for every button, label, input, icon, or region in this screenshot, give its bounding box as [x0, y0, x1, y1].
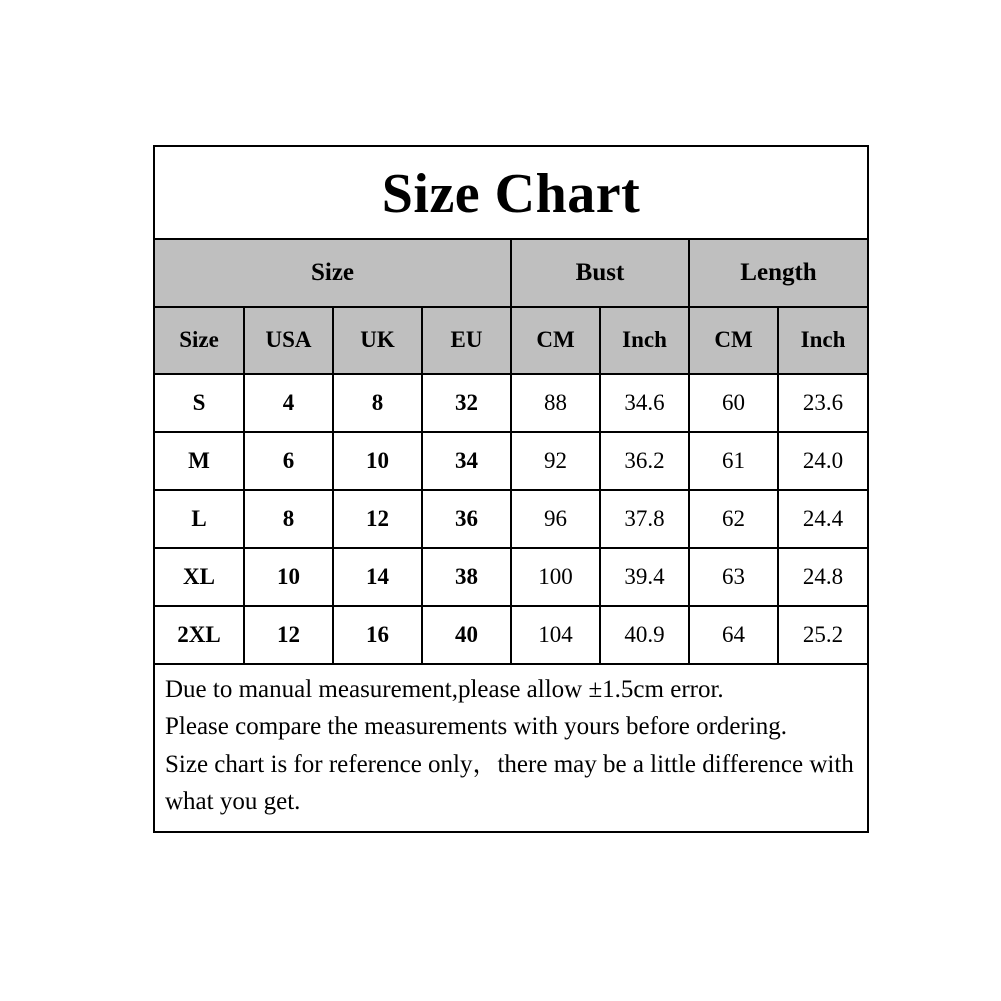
chart-notes	[155, 663, 867, 831]
column-header-length-inch: Inch	[778, 307, 867, 374]
cell-eu: 38	[422, 548, 511, 606]
table-row	[155, 490, 867, 548]
cell-bust-cm: 88	[511, 374, 600, 432]
cell-bust-cm: 100	[511, 548, 600, 606]
cell-uk: 8	[333, 374, 422, 432]
note-compare-measurements: Please compare the measurements with yours before ordering.	[165, 713, 788, 741]
cell-bust-inch: 37.8	[600, 490, 689, 548]
cell-length-cm: 61	[689, 432, 778, 490]
note-measurement-error: Due to manual measurement,please allow ±1.5cm error.	[165, 675, 724, 703]
column-header-eu: EU	[422, 307, 511, 374]
cell-bust-inch: 39.4	[600, 548, 689, 606]
column-header-bust-inch: Inch	[600, 307, 689, 374]
table-row	[155, 606, 867, 663]
cell-length-cm: 64	[689, 606, 778, 663]
cell-uk: 10	[333, 432, 422, 490]
group-header-bust: Bust	[511, 240, 689, 307]
cell-length-cm: 63	[689, 548, 778, 606]
cell-length-inch: 23.6	[778, 374, 867, 432]
cell-eu: 40	[422, 606, 511, 663]
column-header-size: Size	[155, 307, 244, 374]
cell-bust-inch: 36.2	[600, 432, 689, 490]
table-row	[155, 374, 867, 432]
cell-bust-cm: 104	[511, 606, 600, 663]
table-row	[155, 432, 867, 490]
column-header-length-cm: CM	[689, 307, 778, 374]
cell-size: S	[155, 374, 244, 432]
cell-uk: 14	[333, 548, 422, 606]
cell-usa: 4	[244, 374, 333, 432]
cell-uk: 16	[333, 606, 422, 663]
table-row	[155, 548, 867, 606]
group-header-size: Size	[155, 240, 511, 307]
cell-bust-cm: 96	[511, 490, 600, 548]
cell-bust-cm: 92	[511, 432, 600, 490]
cell-length-inch: 24.4	[778, 490, 867, 548]
cell-size: 2XL	[155, 606, 244, 663]
cell-usa: 6	[244, 432, 333, 490]
size-chart-table	[155, 240, 867, 663]
column-header-usa: USA	[244, 307, 333, 374]
cell-bust-inch: 40.9	[600, 606, 689, 663]
column-header-uk: UK	[333, 307, 422, 374]
table-group-header-row	[155, 240, 867, 307]
note-reference-only: Size chart is for reference only，there may be a little difference with what you get.	[165, 750, 854, 816]
table-column-header-row	[155, 307, 867, 374]
cell-length-inch: 25.2	[778, 606, 867, 663]
column-header-bust-cm: CM	[511, 307, 600, 374]
cell-usa: 8	[244, 490, 333, 548]
group-header-length: Length	[689, 240, 867, 307]
cell-size: XL	[155, 548, 244, 606]
page-title: Size Chart	[381, 163, 641, 225]
chart-title-row	[155, 147, 867, 240]
cell-size: L	[155, 490, 244, 548]
cell-eu: 34	[422, 432, 511, 490]
size-chart-container	[153, 145, 869, 833]
cell-eu: 36	[422, 490, 511, 548]
cell-bust-inch: 34.6	[600, 374, 689, 432]
cell-length-inch: 24.8	[778, 548, 867, 606]
cell-uk: 12	[333, 490, 422, 548]
cell-length-cm: 60	[689, 374, 778, 432]
cell-eu: 32	[422, 374, 511, 432]
cell-usa: 10	[244, 548, 333, 606]
cell-length-inch: 24.0	[778, 432, 867, 490]
cell-length-cm: 62	[689, 490, 778, 548]
cell-size: M	[155, 432, 244, 490]
cell-usa: 12	[244, 606, 333, 663]
